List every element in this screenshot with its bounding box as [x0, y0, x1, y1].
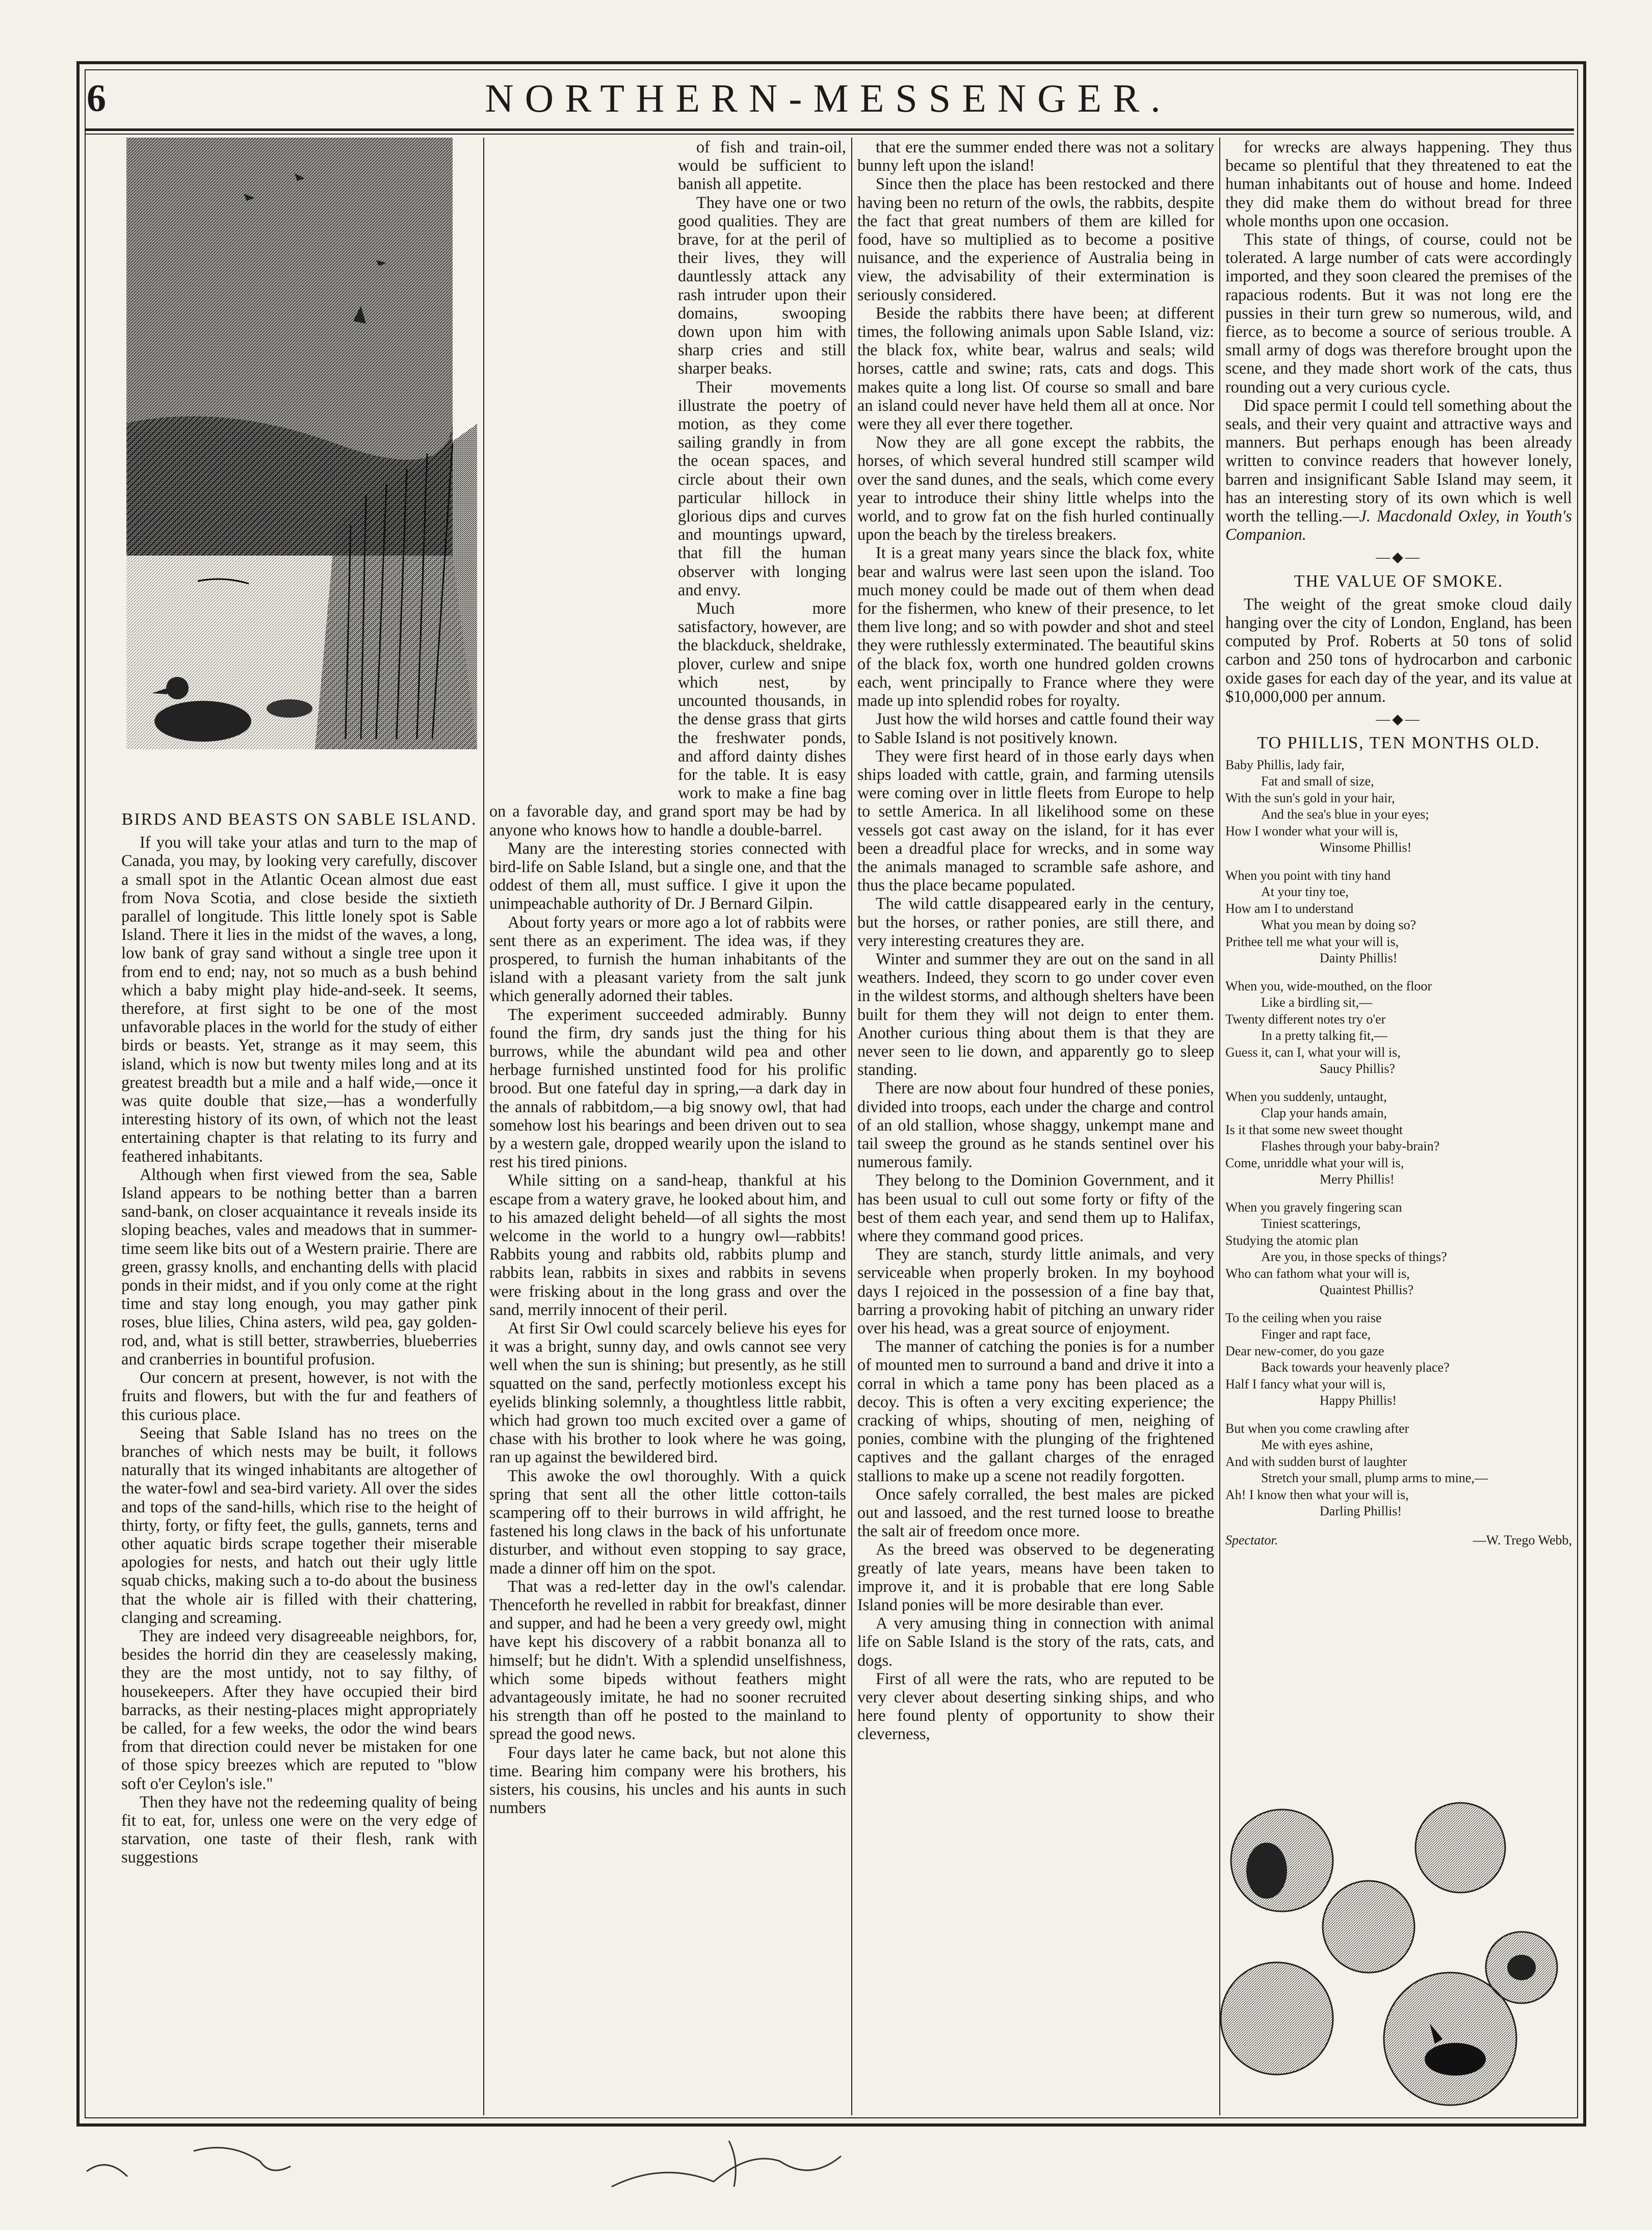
paragraph: Winter and summer they are out on the sand in all weathers. Indeed, they scorn to go under cover even in the wildest storms, and although shelters have been built for them they will not deign to enter them. Another curious thing about them is that they are never seen to lie down, and apparently go to sleep standing. [857, 949, 1214, 1079]
poem-line: What you mean by doing so? [1261, 917, 1416, 932]
handwritten-marks [76, 2131, 892, 2202]
poem-stanza [1225, 978, 1572, 1078]
poem-line: Merry Phillis! [1320, 1172, 1395, 1187]
poem-line: When you gravely fingering scan [1225, 1199, 1402, 1215]
poem-stanza [1225, 1089, 1572, 1188]
poem-line: Who can fathom what your will is, [1225, 1266, 1410, 1281]
page-number: 6 [87, 77, 106, 120]
poem-line: Prithee tell me what your will is, [1225, 934, 1399, 949]
poem-line: Dear new-comer, do you gaze [1225, 1343, 1384, 1358]
poem-line: When you, wide-mouthed, on the floor [1225, 978, 1432, 993]
paragraph: Their movements illustrate the poetry of motion, as they come sailing grandly in from the ocean spaces, and circle about their own particular hillock in glorious dips and curves and mountings upward, that fill the human observer with longing and envy. [678, 377, 846, 599]
column-rule [483, 138, 484, 2115]
paragraph [1225, 396, 1572, 544]
paragraph: Since then the place has been restocked and there having been no return of the owls, the rabbits, despite the fact that great numbers of them are killed for food, have so multiplied as to become a positive nuisance, and the experience of Australia being in view, the advisability of their extermination is seriously considered. [857, 174, 1214, 304]
paragraph: Beside the rabbits there have been; at different times, the following animals upon Sable Island, viz: the black fox, white bear, walrus and seals; wild horses, cattle and swine; rats, cats and dogs. This makes quite a long list. Of course so small and bare an island could never have held them all at once. Nor were they all ever there together. [857, 303, 1214, 433]
poem-line: When you point with tiny hand [1225, 868, 1391, 883]
poem-line: Twenty different notes try o'er [1225, 1011, 1386, 1027]
poem-line: How I wonder what your will is, [1225, 823, 1398, 838]
poem-line: Baby Phillis, lady fair, [1225, 757, 1345, 772]
paragraph: It is a great many years since the black fox, white bear and walrus were last seen upon the island. Too much money could be made out of them when dead for the fishermen, who knew of their presence, to let them live long; and so with powder and shot and steel they were ruthlessly exterminated. The beautiful skins of the black fox, worth one hundred golden crowns each, went principally to France where they were made up into splendid robes for royalty. [857, 543, 1214, 710]
poem-line: And the sea's blue in your eyes; [1261, 807, 1429, 822]
paragraph: They have one or two good qualities. They are brave, for at the peril of their lives, they will dauntlessly attack any rash intruder upon their domains, swooping down upon him with sharp cries and still sharper beaks. [678, 193, 846, 378]
paragraph: This state of things, of course, could not be tolerated. A large number of cats were accordingly imported, and they soon cleared the premises of the rapacious rodents. But it was not long ere the pussies in their turn grew so numerous, wild, and fierce, as to become a source of serious trouble. A small army of dogs was therefore brought upon the scene, and they made short work of the cats, thus rounding out a very curious cycle. [1225, 230, 1572, 396]
poem-line: Finger and rapt face, [1261, 1327, 1371, 1342]
poem-line: Half I fancy what your will is, [1225, 1376, 1386, 1392]
poem-author: —W. Trego Webb, [1473, 1532, 1572, 1547]
paragraph: of fish and train-oil, would be sufficient to banish all appetite. [678, 138, 846, 193]
poem-stanza [1225, 868, 1572, 967]
paragraph: for wrecks are always happening. They thus became so plentiful that they threatened to eat the human inhabitants out of house and home. Indeed they did make them do without bread for three whole months upon one occasion. [1225, 138, 1572, 230]
poem-attribution [1225, 1531, 1572, 1550]
masthead-rule [86, 128, 1574, 131]
poem-line: And with sudden burst of laughter [1225, 1454, 1407, 1469]
divider-ornament: —◆— [1376, 712, 1422, 728]
poem-line: Are you, in those specks of things? [1261, 1249, 1447, 1264]
poem-line: Ah! I know then what your will is, [1225, 1487, 1409, 1502]
paragraph: Just how the wild horses and cattle found their way to Sable Island is not positively known. [857, 710, 1214, 747]
poem-line: To the ceiling when you raise [1225, 1310, 1382, 1325]
poem-body [1225, 757, 1572, 1520]
paragraph: Many are the interesting stories connected with bird-life on Sable Island, but a single one, and that the oddest of them all, must suffice. I give it upon the unimpeachable authority of Dr. J Bernard Gilpin. [489, 838, 846, 913]
article-title: THE VALUE OF SMOKE. [1294, 571, 1504, 591]
poem-line: Saucy Phillis? [1320, 1061, 1396, 1076]
illustration-overflow-space [489, 138, 673, 793]
column-rule [851, 138, 852, 2115]
poem-stanza [1225, 757, 1572, 856]
paragraph: A very amusing thing in connection with animal life on Sable Island is the story of the rats, cats, and dogs. [857, 1614, 1214, 1669]
poem-line: Studying the atomic plan [1225, 1232, 1358, 1248]
paragraph: Seeing that Sable Island has no trees on the branches of which nests may be built, it follows naturally that its winged inhabitants are altogether of the water-fowl and sea-bird variety. All over the sides and tops of the sand-hills, which rise to the height of thirty, forty, or fifty feet, the gulls, gannets, terns and other aquatic birds scrape together their miserable apologies for nests, and hatch out their ugly little squab chicks, making such a to-do about the business that the whole air is filled with their chattering, clanging and screaming. [121, 1423, 477, 1626]
poem-line: Stretch your small, plump arms to mine,— [1261, 1471, 1488, 1485]
divider-ornament: —◆— [1376, 549, 1422, 566]
paragraph: Then they have not the redeeming quality of being fit to eat, for, unless one were on the very edge of starvation, one taste of their flesh, rank with suggestions [121, 1792, 477, 1867]
paragraph: The experiment succeeded admirably. Bunny found the firm, dry sands just the thing for his burrows, while the abundant wild pea and other herbage furnished unstinted food for his prolific brood. But one fateful day in spring,—a dark day in the annals of rabbitdom,—a big snowy owl, that had somehow lost his bearings and been driven out to sea by a western gale, dropped wearily upon the island to rest his tired pinions. [489, 1005, 846, 1171]
poem-stanza [1225, 1310, 1572, 1409]
poem-line: Dainty Phillis! [1320, 951, 1398, 965]
paragraph: About forty years or more ago a lot of rabbits were sent there as an experiment. The idea was, if they prospered, to furnish the human inhabitants of the island with a pleasant variety from the salt junk which generally adorned their tables. [489, 912, 846, 1005]
poem-line: Guess it, can I, what your will is, [1225, 1044, 1401, 1060]
poem-line: Quaintest Phillis? [1320, 1282, 1414, 1297]
article-title: BIRDS AND BEASTS ON SABLE ISLAND. [121, 810, 477, 829]
poem-line: Darling Phillis! [1320, 1504, 1402, 1518]
poem-line: Is it that some new sweet thought [1225, 1122, 1403, 1137]
paragraph: They are stanch, sturdy little animals, and very serviceable when properly broken. In my boyhood days I rejoiced in the possession of a fine bay that, barring a provoking habit of pitching an unwary rider over his head, was a great source of enjoyment. [857, 1245, 1214, 1337]
paragraph: The wild cattle disappeared early in the century, but the horses, or rather ponies, are still there, and very interesting creatures they are. [857, 894, 1214, 950]
masthead-rule-thin [86, 134, 1574, 135]
poem-stanza [1225, 1199, 1572, 1299]
illustration-animal-vignettes [1216, 1799, 1567, 2108]
poem-line: When you suddenly, untaught, [1225, 1089, 1387, 1104]
animal-vignettes-engraving [1216, 1799, 1567, 2108]
paragraph: The manner of catching the ponies is for a number of mounted men to surround a band and drive it into a corral in which a tame pony has been placed as a decoy. This is often a very exciting experience; the cracking of whips, shouting of men, neighing of ponies, combine with the plunging of the frightened captives and the gallant charges of the enraged stallions to make up a scene not readily forgotten. [857, 1337, 1214, 1485]
paragraph: This awoke the owl thoroughly. With a quick spring that sent all the other little cotton-tails scampering off to their burrows in wild affright, he fastened his long claws in the back of his unfortunate disturber, and without even stopping to say grace, made a dinner off him on the spot. [489, 1466, 846, 1577]
paragraph: There are now about four hundred of these ponies, divided into troops, each under the charge and control of an old stallion, whose shaggy, unkempt mane and tail sweep the ground as he stands sentinel over his numerous family. [857, 1079, 1214, 1171]
poem-line: At your tiny toe, [1261, 884, 1349, 899]
poem-line: In a pretty talking fit,— [1261, 1028, 1387, 1043]
column-3 [857, 138, 1214, 2115]
paragraph: Although when first viewed from the sea, Sable Island appears to be nothing better than a barren sand-bank, on closer acquaintance it reveals inside its sloping beaches, vales and meadows that in summer-time seem like bits out of a Western prairie. There are green, grassy knolls, and enchanting dells with placid ponds in their midst, and if you only come at the right time and stay long enough, you may gather pink roses, blue lilies, China asters, wild pea, gay golden-rod, and, what is still better, strawberries, blueberries and cranberries in bountiful profusion. [121, 1165, 477, 1368]
paragraph: As the breed was observed to be degenerating greatly of late years, means have been taken to improve it, and it is probable that ere long Sable Island ponies will be more desirable than ever. [857, 1540, 1214, 1614]
poem-line: Tiniest scatterings, [1261, 1216, 1361, 1231]
poem-line: Like a birdling sit,— [1261, 995, 1373, 1010]
poem-line: Flashes through your baby-brain? [1261, 1139, 1440, 1153]
paragraph: The weight of the great smoke cloud daily hanging over the city of London, England, has been computed by Prof. Roberts at 50 tons of solid carbon and 250 tons of hydrocarbon and carbonic oxide gases for each day of the year, and its value at $10,000,000 per annum. [1225, 594, 1572, 705]
paragraph: Much more satisfactory, however, are the blackduck, sheldrake, plover, curlew and snipe which nest, by uncounted thousands, in the dense grass that girts the freshwater ponds, and afford dainty dishes for the table. It is easy work to make a fine bag on a favorable day, and grand sport may be had by anyone who knows how to handle a double-barrel. [489, 599, 846, 839]
paragraph: Now they are all gone except the rabbits, the horses, of which several hundred still scamper wild over the sand dunes, and the seals, which come every year to introduce their shiny little whelps into the world, and to grow fat on the fish hurled continually upon the beach by the tireless breakers. [857, 433, 1214, 544]
poem-line: How am I to understand [1225, 901, 1354, 916]
poem-line: Happy Phillis! [1320, 1393, 1397, 1408]
paragraph: That was a red-letter day in the owl's calendar. Thenceforth he revelled in rabbit for breakfast, dinner and supper, and had he been a very greedy owl, might have kept his discovery of a rabbit bonanza all to himself; but he didn't. With a splendid unselfishness, which some bipeds without feathers might advantageously imitate, he had no sooner recruited his strength than off he posted to the mainland to spread the good news. [489, 1577, 846, 1743]
paragraph: First of all were the rats, who are reputed to be very clever about deserting sinking ships, and who here found plenty of opportunity to show their cleverness, [857, 1669, 1214, 1743]
poem-line: Fat and small of size, [1261, 774, 1374, 789]
poem-line: Back towards your heavenly place? [1261, 1360, 1450, 1375]
poem-line: Me with eyes ashine, [1261, 1437, 1373, 1452]
poem-stanza [1225, 1421, 1572, 1520]
poem-line: Winsome Phillis! [1320, 840, 1412, 855]
poem-line: With the sun's gold in your hair, [1225, 790, 1395, 805]
article-signature: J. Macdonald Oxley, in Youth's Companion. [1225, 507, 1572, 544]
paragraph: They were first heard of in those early days when ships loaded with cattle, grain, and farming utensils were coming over in little fleets from Europe to help to settle America. In all likelihood some on these vessels got cast away on the island, for it has ever been a dreadful place for wrecks, and in some way the animals managed to scramble safe ashore, and thus the place became populated. [857, 746, 1214, 895]
paragraph: Once safely corralled, the best males are picked out and lassoed, and the rest turned loose to breathe the salt air of freedom once more. [857, 1484, 1214, 1540]
newspaper-masthead: NORTHERN-MESSENGER. [485, 76, 1172, 120]
poem-line: Come, unriddle what your will is, [1225, 1155, 1404, 1170]
paragraph: Four days later he came back, but not alone this time. Bearing him company were his brothers, his sisters, his cousins, his uncles and his aunts in such numbers [489, 1743, 846, 1817]
column-2 [489, 138, 846, 2115]
paragraph: While sitting on a sand-heap, thankful at his escape from a watery grave, he looked about him, and to his amazed delight beheld—of all sights the most welcome in the world to a hungry owl—rabbits! Rabbits young and rabbits old, rabbits plump and rabbits lean, rabbits in sixes and rabbits in sevens were frisking about in the long grass and over the sand, merrily innocent of their peril. [489, 1171, 846, 1319]
paragraph: They belong to the Dominion Government, and it has been usual to cull out some forty or fifty of the best of them each year, and send them up to Halifax, where they command good prices. [857, 1171, 1214, 1245]
poem-source: Spectator. [1225, 1532, 1278, 1547]
poem-title: TO PHILLIS, TEN MONTHS OLD. [1257, 733, 1540, 753]
waterfowl-marsh-engraving [121, 138, 477, 810]
paragraph: At first Sir Owl could scarcely believe his eyes for it was a bright, sunny day, and owls cannot see very well when the sun is shining; but presently, as he still squatted on the sand, perfectly motionless except his eyelids blinking solemnly, a thoughtless little rabbit, which had grown too much excited over a game of chase with his brother to look where he was going, ran up against the bewildered bird. [489, 1319, 846, 1466]
paragraph: Our concern at present, however, is not with the fruits and flowers, but with the fur and feathers of this curious place. [121, 1368, 477, 1424]
column-1 [121, 138, 477, 2115]
paragraph: If you will take your atlas and turn to the map of Canada, you may, by looking very carefully, discover a small spot in the Atlantic Ocean almost due east from Nova Scotia, and close beside the sixtieth parallel of longitude. This little lonely spot is Sable Island. There it lies in the midst of the waves, a long, low bank of gray sand without a single tree upon it from end to end; nay, not so much as a bush behind which a baby might play hide-and-seek. It seems, therefore, at first sight to be one of the most unfavorable places in the world for the study of either birds or beasts. Yet, strange as it may seem, this island, which is now but twenty miles long and at its greatest breadth but a mile and a half wide,—once it was quite double that size,—has a wonderfully interesting history of its own, of which not the least entertaining chapter is that relating to its furry and feathered inhabitants. [121, 833, 477, 1165]
margin-scribbles [76, 2131, 892, 2202]
paragraph-text: Did space permit I could tell something about the seals, and their very quaint and attractive ways and manners. But perhaps enough has been already written to convince readers that however lonely, barren and insignificant Sable Island may seem, it has an interesting story of its own which is well worth the telling.— [1225, 396, 1572, 526]
paragraph: They are indeed very disagreeable neighbors, for, besides the horrid din they are ceaselessly making, they are the most untidy, not to say filthy, of housekeepers. After they have occupied their bird barracks, as their nesting-places might appropriately be called, for a few weeks, the odor the wind bears from that direction could never be mistaken for one of those spicy breezes which are reputed to "blow soft o'er Ceylon's isle." [121, 1626, 477, 1793]
illustration-waterfowl [121, 138, 477, 810]
poem-line: But when you come crawling after [1225, 1421, 1409, 1436]
paragraph: that ere the summer ended there was not a solitary bunny left upon the island! [857, 138, 1214, 175]
poem-line: Clap your hands amain, [1261, 1106, 1387, 1120]
